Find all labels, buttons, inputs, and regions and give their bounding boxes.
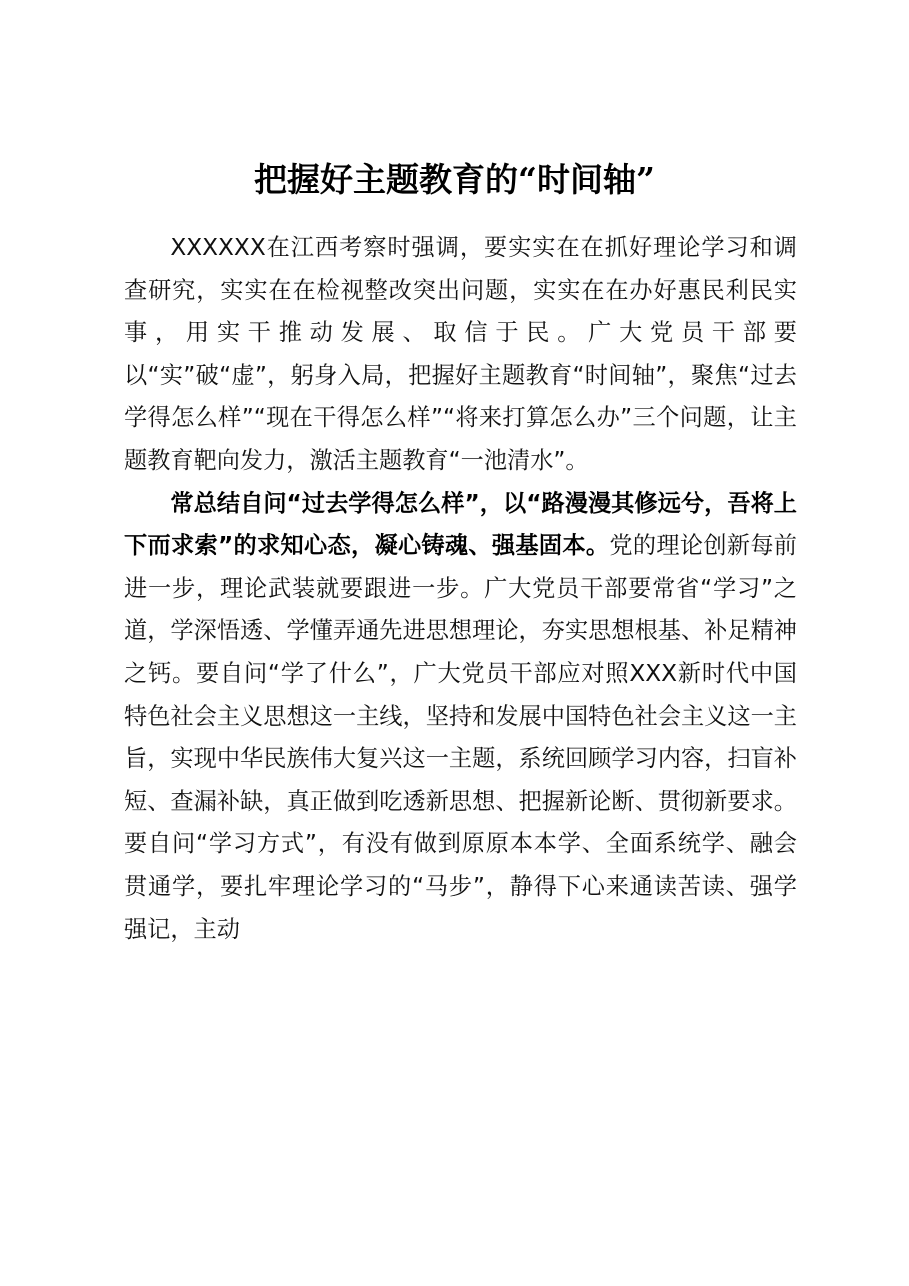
paragraph-past-study-lead: 常总结自问“过去学得怎么样”，以“路漫漫其修远兮，吾将上下而求索”的求知心态，凝心铸魂、强基固本。: [124, 489, 797, 560]
paragraph-intro-text: XXXXXX在江西考察时强调，要实实在在抓好理论学习和调查研究，实实在在检视整改突出问题，实实在在办好惠民利民实事，用实干推动发展、取信于民。广大党员干部要以“实”破“虚”，躬身入局，把握好主题教育“时间轴”，聚焦“过去学得怎么样”“现在干得怎么样”“将来打算怎么办”三个问题，让主题教育靶向发力，激活主题教育“一池清水”。: [124, 234, 797, 474]
paragraph-past-study: [124, 483, 797, 952]
document-body: [124, 227, 797, 951]
document-title: 把握好主题教育的“时间轴”: [254, 160, 655, 199]
paragraph-past-study-text: 党的理论创新每前进一步，理论武装就要跟进一步。广大党员干部要常省“学习”之道，学深悟透、学懂弄通先进思想理论，夯实思想根基、补足精神之钙。要自问“学了什么”，广大党员干部应对照XXX新时代中国特色社会主义思想这一主线，坚持和发展中国特色社会主义这一主旨，实现中华民族伟大复兴这一主题，系统回顾学习内容，扫盲补短、查漏补缺，真正做到吃透新思想、把握新论断、贯彻新要求。要自问“学习方式”，有没有做到原原本本学、全面系统学、融会贯通学，要扎牢理论学习的“马步”，静得下心来通读苦读、强学强记，主动: [124, 532, 797, 943]
paragraph-intro: [124, 227, 797, 483]
